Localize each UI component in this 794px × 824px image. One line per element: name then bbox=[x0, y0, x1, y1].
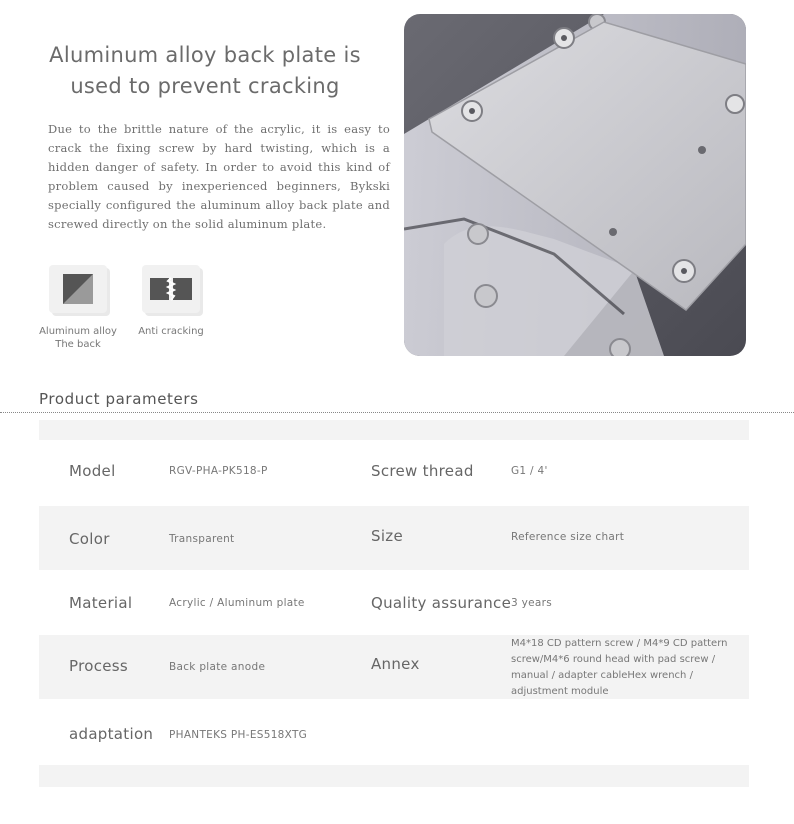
param-value: G1 / 4' bbox=[511, 465, 548, 477]
param-value: Back plate anode bbox=[169, 661, 266, 673]
table-row-spacer bbox=[39, 420, 749, 440]
hero-title bbox=[40, 40, 370, 102]
divider bbox=[0, 412, 794, 413]
table-row-spacer bbox=[39, 765, 749, 787]
table-row bbox=[39, 635, 749, 699]
hero-title-line-2: used to prevent cracking bbox=[70, 74, 340, 98]
param-value: Acrylic / Aluminum plate bbox=[169, 597, 305, 609]
table-row bbox=[39, 506, 749, 570]
hero-title-line-1: Aluminum alloy back plate is bbox=[49, 43, 361, 67]
param-value: PHANTEKS PH-ES518XTG bbox=[169, 729, 308, 741]
param-value-annex: M4*18 CD pattern screw / M4*9 CD pattern screw/M4*6 round head with pad screw / manual / adapter cableHex wrench / adjustment module bbox=[511, 638, 728, 697]
table-row bbox=[39, 570, 749, 635]
product-photo bbox=[404, 14, 746, 356]
param-key: Color bbox=[69, 530, 110, 548]
param-value: 3 years bbox=[511, 597, 553, 609]
param-key: Annex bbox=[371, 655, 420, 673]
param-value: RGV-PHA-PK518-P bbox=[169, 465, 268, 477]
feature-label: Aluminum alloy The back bbox=[39, 326, 117, 350]
feature-aluminum-back bbox=[33, 265, 123, 351]
hero-description: Due to the brittle nature of the acrylic, it is easy to crack the fixing screw by hard twisting, which is a hidden danger of safety. In order to avoid this kind of problem caused by inexperienced beginners, Bykski specially configured the aluminum alloy back plate and screwed directly on the solid aluminum plate. bbox=[48, 122, 390, 231]
param-key: Model bbox=[69, 462, 116, 480]
param-key: Material bbox=[69, 594, 133, 612]
section-title: Product parameters bbox=[39, 390, 199, 408]
param-key: Quality assurance bbox=[371, 594, 512, 612]
param-key: Size bbox=[371, 527, 403, 545]
param-key: Screw thread bbox=[371, 462, 474, 480]
param-value: Transparent bbox=[169, 533, 235, 545]
feature-anti-cracking bbox=[126, 265, 216, 338]
param-key: adaptation bbox=[69, 725, 154, 743]
param-value: Reference size chart bbox=[511, 531, 625, 543]
aluminum-plate-icon bbox=[49, 265, 107, 313]
feature-label: Anti cracking bbox=[138, 326, 204, 337]
anti-cracking-icon bbox=[142, 265, 200, 313]
param-key: Process bbox=[69, 657, 129, 675]
table-row bbox=[39, 440, 749, 506]
table-row bbox=[39, 699, 749, 765]
